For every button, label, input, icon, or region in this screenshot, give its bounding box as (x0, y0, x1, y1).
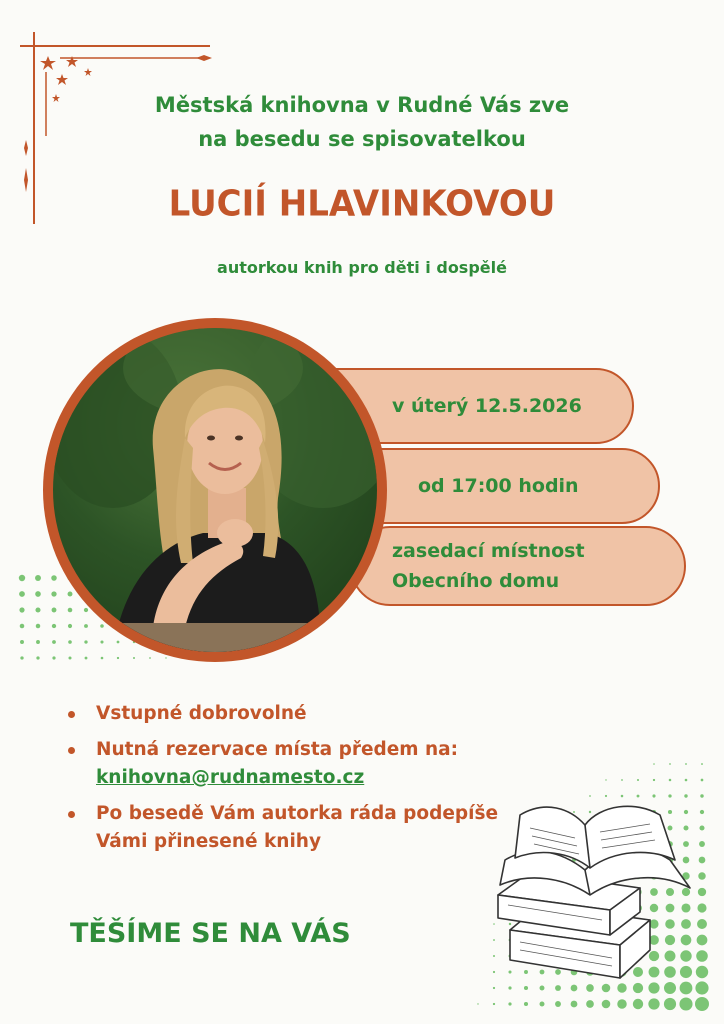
event-time: od 17:00 hodin (418, 475, 579, 497)
author-subtitle: autorkou knih pro děti i dospělé (217, 258, 507, 277)
invitation-line-1: Městská knihovna v Rudné Vás zve (154, 93, 570, 117)
event-place-line2: Obecního domu (392, 570, 560, 592)
event-place-line1: zasedací místnost (392, 540, 585, 562)
signing-text: Po besedě Vám autorka ráda podepíše Vámi přinesené knihy (96, 803, 499, 852)
entry-text: Vstupné dobrovolné (96, 703, 307, 724)
invitation-line-2: na besedu se spisovatelkou (198, 127, 526, 151)
email-link[interactable]: knihovna@rudnamesto.cz (96, 767, 365, 788)
event-date: v úterý 12.5.2026 (392, 395, 582, 417)
author-name: LUCIÍ HLAVINKOVOU (168, 183, 556, 225)
reservation-text: Nutná rezervace místa předem na: (96, 739, 459, 760)
closing-message: TĚŠÍME SE NA VÁS (70, 918, 351, 949)
